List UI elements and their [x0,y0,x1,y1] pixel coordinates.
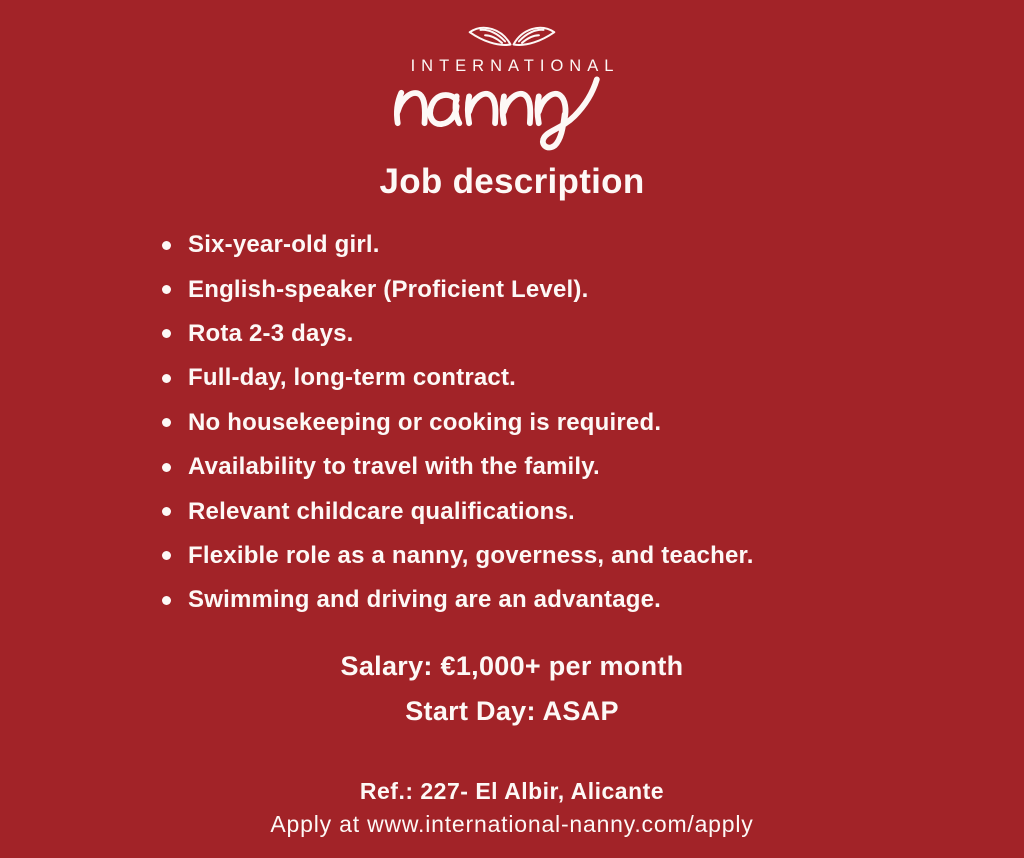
logo-international-text: INTERNATIONAL [410,57,620,75]
list-item-text: Flexible role as a nanny, governess, and teacher. [188,541,754,569]
footer [0,775,1024,841]
list-item [162,489,1024,533]
list-item-text: No housekeeping or cooking is required. [188,408,662,436]
list-item [162,534,1024,578]
list-item [162,312,1024,356]
list-item [162,445,1024,489]
bullet-icon [162,507,171,516]
requirements-list [162,223,1024,623]
bullet-icon [162,418,171,427]
list-item-text: Relevant childcare qualifications. [188,497,575,525]
bullet-icon [162,463,171,472]
salary-line: Salary: €1,000+ per month [340,650,684,681]
list-item [162,578,1024,622]
page-title: Job description [379,162,645,201]
logo [0,0,1024,156]
logo-script-text [512,156,513,157]
list-item-text: Rota 2-3 days. [188,319,354,347]
nanny-script-logo [387,68,637,156]
bullet-icon [162,596,171,605]
list-item [162,267,1024,311]
list-item-text: Swimming and driving are an advantage. [188,586,662,614]
bullet-icon [162,551,171,560]
apply-url-line: Apply at www.international-nanny.com/apply [270,810,754,837]
list-item [162,401,1024,445]
list-item-text: Six-year-old girl. [188,231,380,259]
bullet-icon [162,329,171,338]
list-item-text: Availability to travel with the family. [188,453,600,481]
reference-line: Ref.: 227- El Albir, Alicante [359,777,665,804]
bullet-icon [162,374,171,383]
list-item-text: Full-day, long-term contract. [188,364,517,392]
wings-icon [462,16,562,56]
list-item [162,223,1024,267]
offer-details [0,644,1024,734]
bullet-icon [162,285,171,294]
start-day-line: Start Day: ASAP [405,695,619,726]
list-item-text: English-speaker (Proficient Level). [188,275,589,303]
bullet-icon [162,241,171,250]
list-item [162,356,1024,400]
